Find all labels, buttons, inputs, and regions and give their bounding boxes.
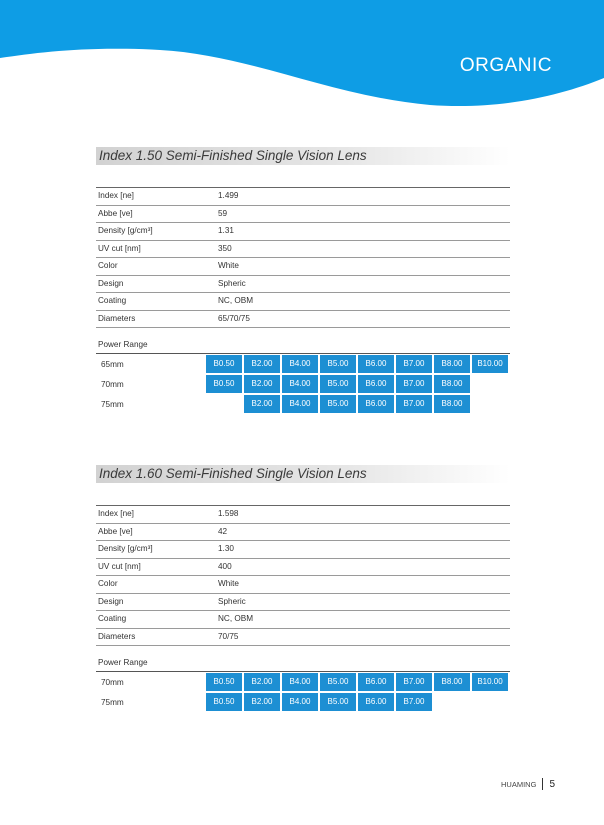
power-range-diameter: 75mm [101, 399, 124, 409]
base-curve-badge: B2.00 [244, 375, 280, 393]
power-range-cells [206, 693, 510, 711]
spec-label: Diameters [98, 313, 136, 323]
spec-value: 1.598 [218, 509, 239, 518]
spec-value: Spheric [218, 596, 246, 606]
page-footer [501, 778, 555, 790]
power-range-heading: Power Range [96, 655, 510, 672]
power-range-diameter: 65mm [101, 359, 124, 369]
spec-value: 59 [218, 208, 228, 218]
spec-row [96, 258, 510, 276]
spec-label: Diameters [98, 631, 136, 641]
spec-label: Color [98, 579, 118, 588]
base-curve-badge: B2.00 [244, 693, 280, 711]
spec-row [96, 576, 510, 594]
spec-table [96, 187, 510, 328]
power-range-cells [206, 355, 510, 373]
base-curve-badge: B8.00 [434, 375, 470, 393]
base-curve-badge: B4.00 [282, 375, 318, 393]
spec-label: Density [g/cm³] [98, 544, 153, 553]
spec-label: Coating [98, 614, 127, 623]
base-curve-badge: B5.00 [320, 375, 356, 393]
base-curve-badge: B6.00 [358, 673, 394, 691]
spec-value: 1.499 [218, 191, 239, 200]
spec-table [96, 505, 510, 646]
base-curve-badge: B0.50 [206, 375, 242, 393]
base-curve-badge: B4.00 [282, 395, 318, 413]
footer-divider [542, 778, 543, 790]
power-range-row [96, 394, 510, 414]
base-curve-badge: B6.00 [358, 693, 394, 711]
spec-value: Spheric [218, 278, 246, 288]
spec-label: UV cut [nm] [98, 243, 141, 253]
spec-row [96, 524, 510, 542]
spec-label: Design [98, 278, 124, 288]
base-curve-badge: B6.00 [358, 355, 394, 373]
section-title: Index 1.60 Semi-Finished Single Vision Lens [96, 465, 510, 483]
spec-value: 42 [218, 526, 228, 536]
base-curve-badge: B8.00 [434, 673, 470, 691]
base-curve-badge: B6.00 [358, 375, 394, 393]
base-curve-badge: B10.00 [472, 673, 508, 691]
spec-value: 1.31 [218, 226, 234, 235]
footer-brand: HUAMING [501, 779, 537, 789]
spec-value: 400 [218, 561, 232, 571]
power-range-diameter: 70mm [101, 677, 124, 687]
spec-value: 65/70/75 [218, 313, 250, 323]
category-title: ORGANIC [459, 55, 552, 76]
base-curve-badge: B2.00 [244, 355, 280, 373]
power-range-cells [206, 395, 510, 413]
spec-row [96, 629, 510, 647]
spec-value: 70/75 [218, 631, 239, 641]
spec-value: White [218, 579, 239, 588]
base-curve-empty [472, 375, 508, 393]
spec-value: White [218, 261, 239, 270]
base-curve-badge: B6.00 [358, 395, 394, 413]
base-curve-badge: B7.00 [396, 395, 432, 413]
base-curve-badge: B4.00 [282, 355, 318, 373]
base-curve-badge: B10.00 [472, 355, 508, 373]
spec-value: 1.30 [218, 544, 234, 553]
power-range-cells [206, 673, 510, 691]
base-curve-badge: B5.00 [320, 395, 356, 413]
power-range-row [96, 692, 510, 712]
power-range-cells [206, 375, 510, 393]
power-range-row [96, 672, 510, 692]
section-title: Index 1.50 Semi-Finished Single Vision Lens [96, 147, 510, 165]
base-curve-empty [434, 693, 470, 711]
base-curve-badge: B2.00 [244, 673, 280, 691]
lens-section-index-150 [96, 147, 510, 414]
spec-row [96, 311, 510, 329]
spec-row [96, 541, 510, 559]
spec-label: Design [98, 596, 124, 606]
power-range-heading: Power Range [96, 337, 510, 354]
power-range-diameter: 70mm [101, 379, 124, 389]
lens-section-index-160 [96, 465, 510, 712]
base-curve-badge: B7.00 [396, 355, 432, 373]
spec-row [96, 223, 510, 241]
spec-row [96, 188, 510, 206]
base-curve-badge: B8.00 [434, 395, 470, 413]
base-curve-badge: B8.00 [434, 355, 470, 373]
spec-value: NC, OBM [218, 296, 254, 305]
base-curve-badge: B7.00 [396, 375, 432, 393]
base-curve-badge: B5.00 [320, 673, 356, 691]
page-number: 5 [549, 778, 555, 790]
spec-row [96, 293, 510, 311]
spec-value: 350 [218, 243, 232, 253]
spec-row [96, 276, 510, 294]
spec-label: UV cut [nm] [98, 561, 141, 571]
base-curve-empty [472, 395, 508, 413]
spec-row [96, 241, 510, 259]
spec-label: Abbe [ve] [98, 208, 133, 218]
spec-row [96, 594, 510, 612]
spec-row [96, 506, 510, 524]
spec-label: Abbe [ve] [98, 526, 133, 536]
base-curve-badge: B0.50 [206, 693, 242, 711]
power-range-diameter: 75mm [101, 697, 124, 707]
spec-label: Index [ne] [98, 191, 134, 200]
base-curve-badge: B5.00 [320, 693, 356, 711]
spec-row [96, 206, 510, 224]
base-curve-badge: B7.00 [396, 693, 432, 711]
base-curve-empty [472, 693, 508, 711]
power-range-row [96, 354, 510, 374]
base-curve-badge: B4.00 [282, 693, 318, 711]
base-curve-badge: B0.50 [206, 355, 242, 373]
base-curve-badge: B0.50 [206, 673, 242, 691]
base-curve-badge: B4.00 [282, 673, 318, 691]
spec-label: Color [98, 261, 118, 270]
power-range-row [96, 374, 510, 394]
spec-label: Coating [98, 296, 127, 305]
base-curve-badge: B7.00 [396, 673, 432, 691]
spec-row [96, 559, 510, 577]
base-curve-badge: B5.00 [320, 355, 356, 373]
spec-row [96, 611, 510, 629]
spec-value: NC, OBM [218, 614, 254, 623]
base-curve-badge: B2.00 [244, 395, 280, 413]
spec-label: Index [ne] [98, 509, 134, 518]
spec-label: Density [g/cm³] [98, 226, 153, 235]
base-curve-empty [206, 395, 242, 413]
